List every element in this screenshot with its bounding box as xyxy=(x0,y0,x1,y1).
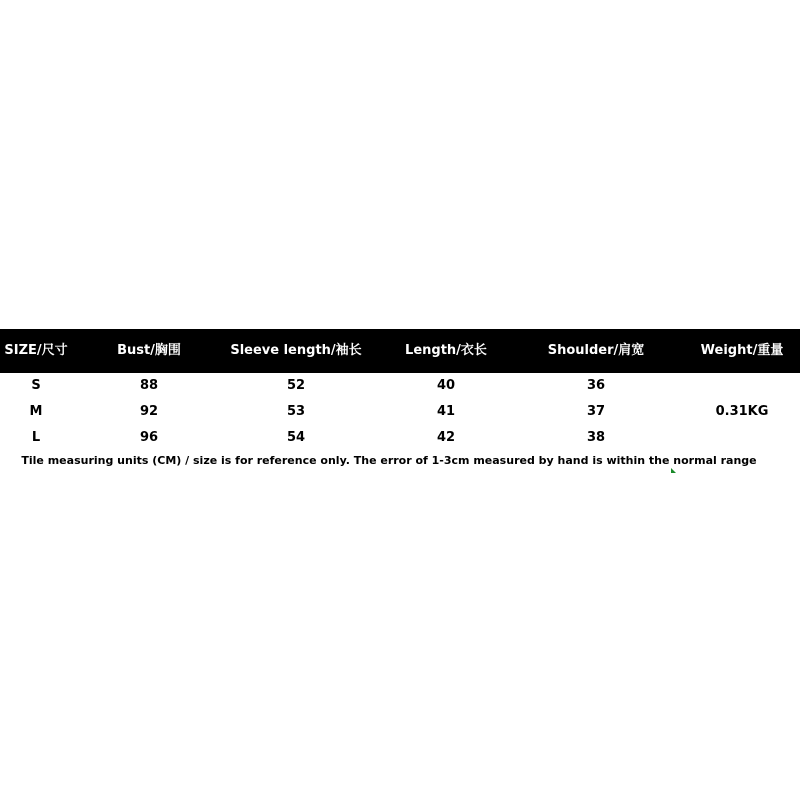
header-size: SIZE/尺寸 xyxy=(4,343,68,358)
cell-sleeve-length: 52 xyxy=(286,378,306,393)
green-mark xyxy=(671,468,676,473)
cell-length: 41 xyxy=(436,404,456,419)
measurement-note: Tile measuring units (CM) / size is for reference only. The error of 1-3cm measured by hand is within the normal range xyxy=(21,454,757,467)
cell-length: 42 xyxy=(436,430,456,445)
cell-sleeve-length: 54 xyxy=(286,430,306,445)
header-bust: Bust/胸围 xyxy=(117,343,181,358)
cell-bust: 88 xyxy=(139,378,159,393)
table-row xyxy=(0,373,800,399)
table-row xyxy=(0,425,800,451)
table-header xyxy=(0,329,800,373)
cell-size: M xyxy=(29,404,43,419)
cell-size: S xyxy=(31,378,41,393)
table-body xyxy=(0,373,800,451)
cell-shoulder: 36 xyxy=(586,378,606,393)
header-weight: Weight/重量 xyxy=(700,343,784,358)
size-chart xyxy=(0,329,800,467)
cell-weight: 0.31KG xyxy=(715,404,769,419)
header-length: Length/衣长 xyxy=(405,343,487,358)
cell-length: 40 xyxy=(436,378,456,393)
header-shoulder: Shoulder/肩宽 xyxy=(547,343,645,358)
table-row xyxy=(0,399,800,425)
cell-shoulder: 37 xyxy=(586,404,606,419)
cell-shoulder: 38 xyxy=(586,430,606,445)
header-sleeve-length: Sleeve length/袖长 xyxy=(230,343,362,358)
cell-size: L xyxy=(31,430,41,445)
cell-bust: 96 xyxy=(139,430,159,445)
cell-bust: 92 xyxy=(139,404,159,419)
cell-sleeve-length: 53 xyxy=(286,404,306,419)
